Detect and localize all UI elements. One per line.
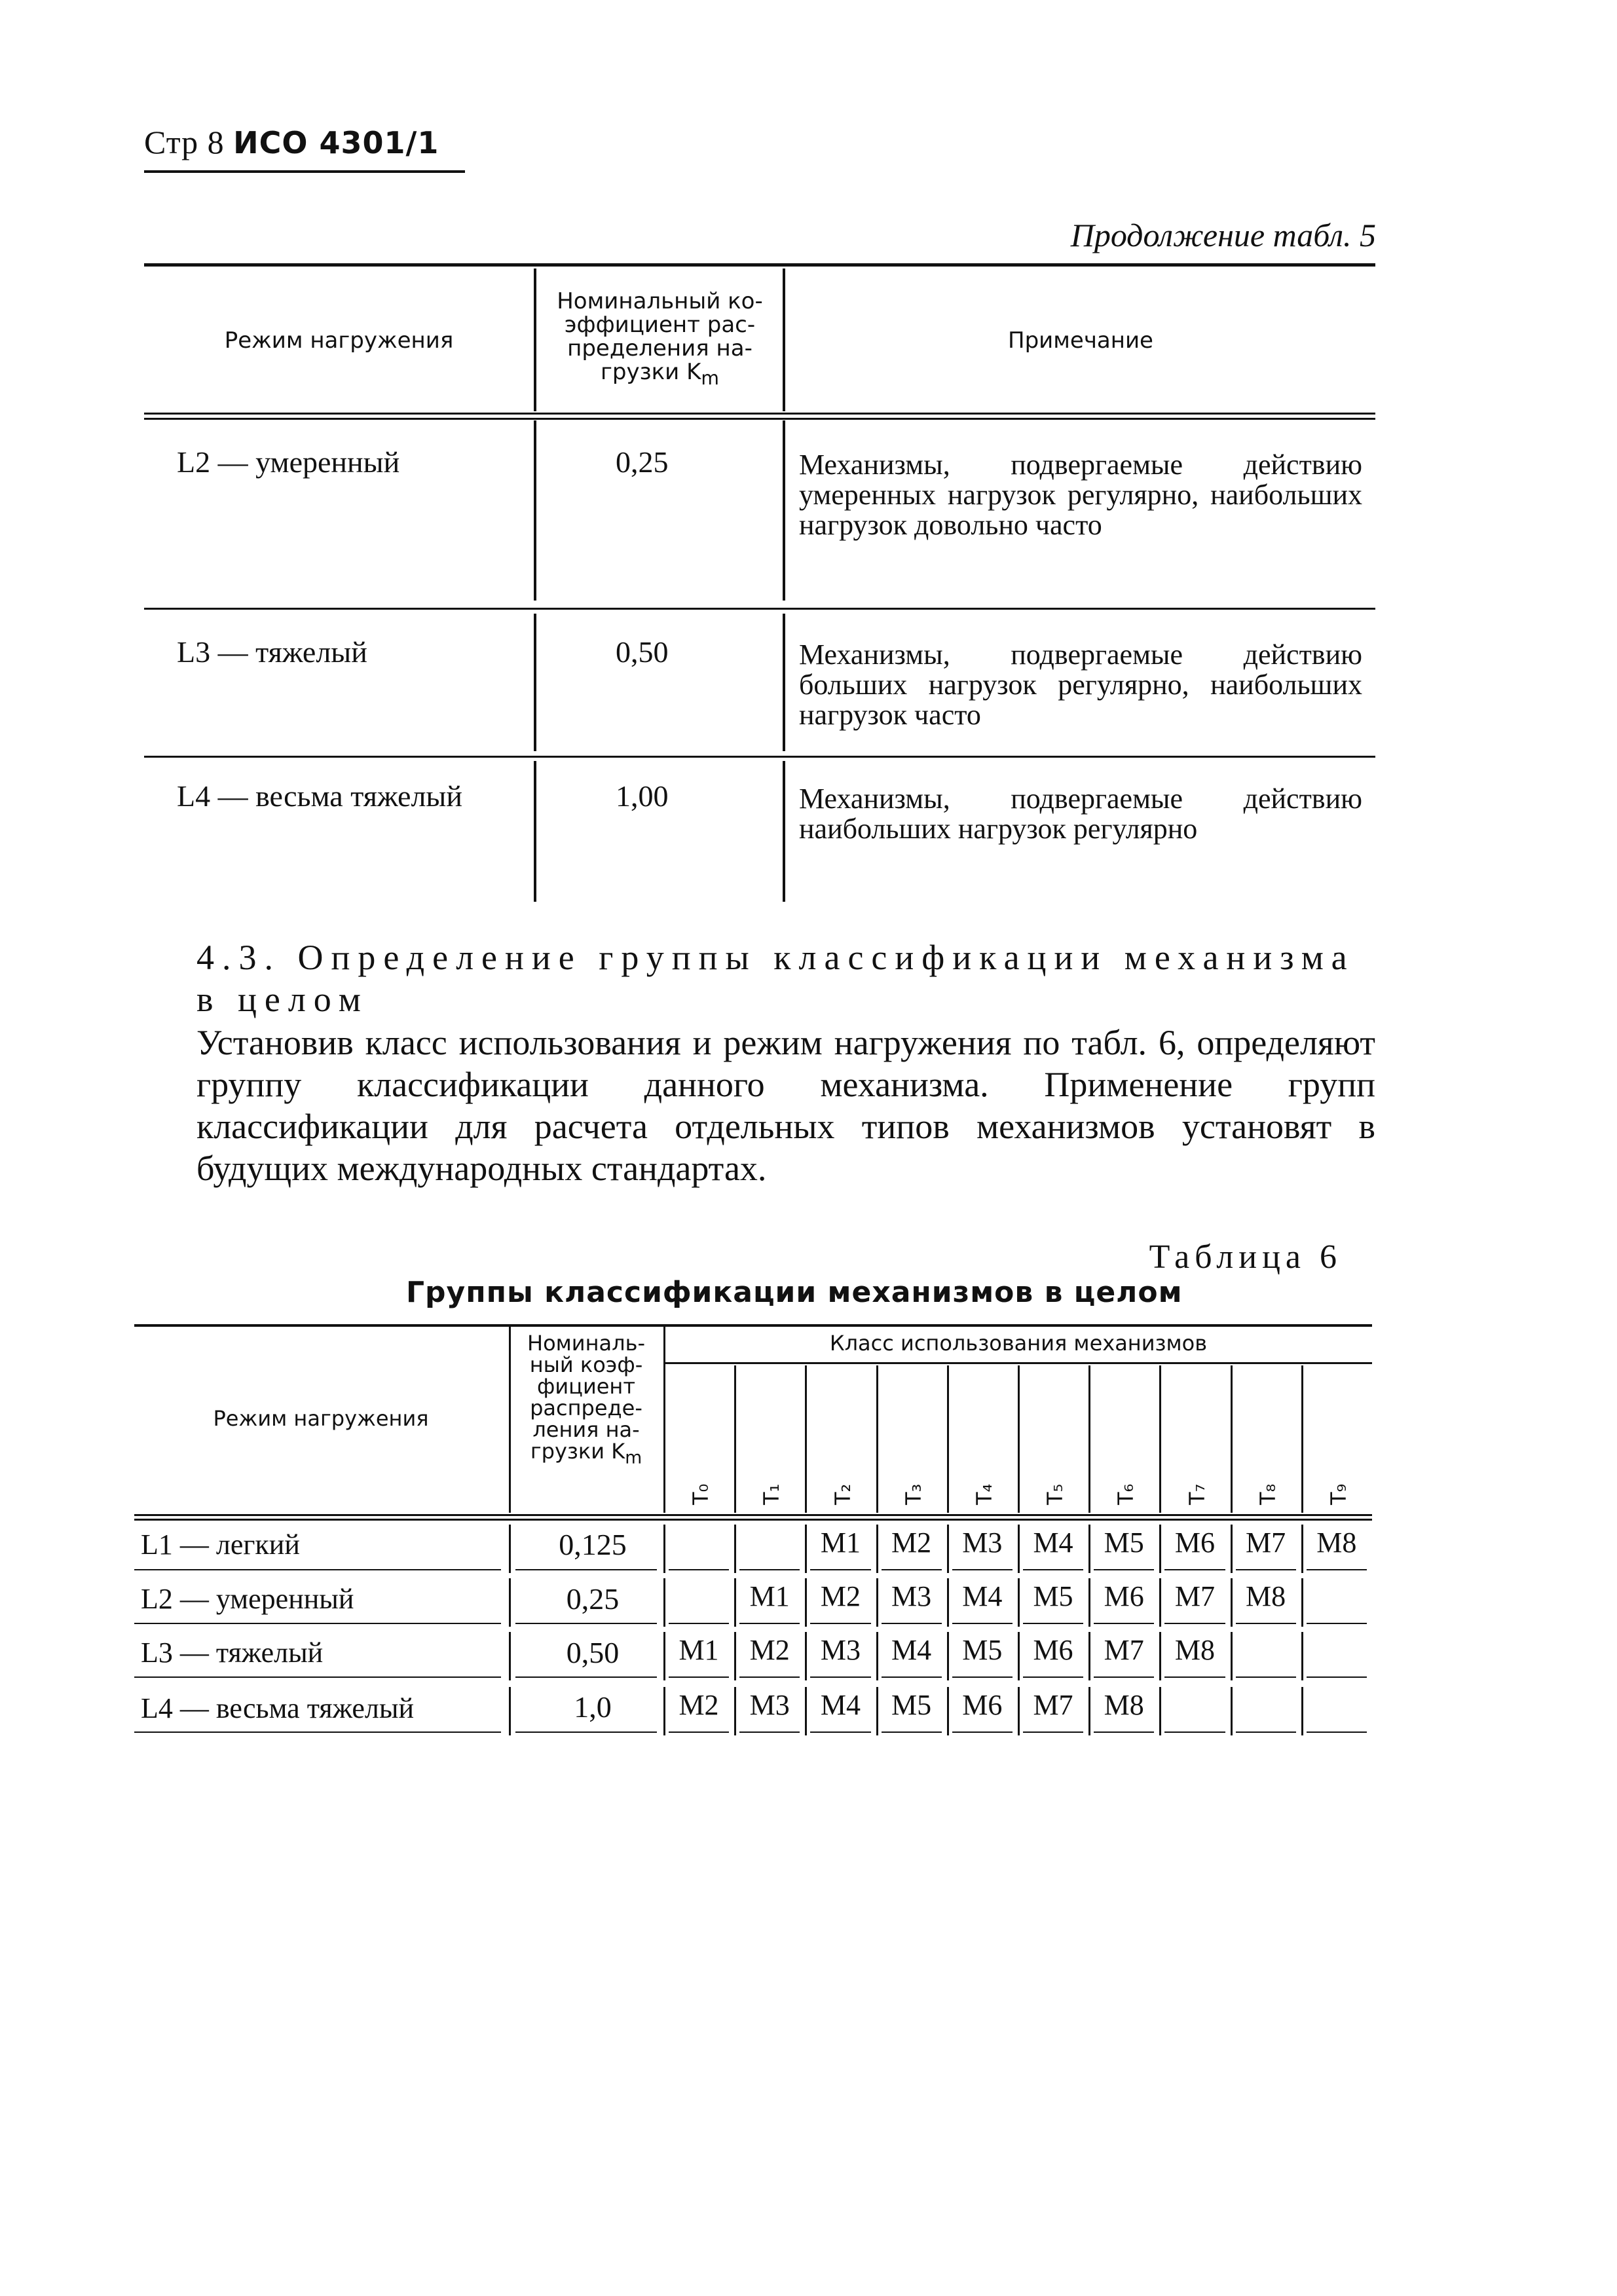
row-underline: [1236, 1569, 1296, 1570]
column-divider: [947, 1365, 949, 1513]
column-divider: [1159, 1365, 1161, 1513]
row-note: Механизмы, подвергаемые действию умеренных нагрузок регулярно, наибольших нагрузок довольно часто: [799, 449, 1362, 541]
class-cell: M7: [1246, 1527, 1286, 1559]
class-cell: M5: [891, 1689, 932, 1721]
row-underline: [1023, 1731, 1083, 1733]
column-divider: [1231, 1365, 1233, 1513]
header-class-6: T₆: [1113, 1483, 1139, 1505]
class-cell: M3: [820, 1634, 861, 1666]
header-rule: [144, 170, 465, 173]
header-km: [511, 1333, 661, 1468]
class-cell: M2: [678, 1689, 719, 1721]
row-underline: [1164, 1676, 1225, 1678]
row-km: 0,25: [566, 1582, 620, 1616]
row-underline: [1094, 1731, 1154, 1733]
row-mode: L1 — легкий: [141, 1528, 300, 1561]
header-class-8: T₈: [1255, 1483, 1280, 1505]
column-divider: [1301, 1687, 1303, 1735]
class-cell: M3: [962, 1527, 1003, 1559]
column-divider: [509, 1578, 511, 1627]
row-note: Механизмы, подвергаемые действию больших нагрузок регулярно, наибольших нагрузок часто: [799, 639, 1362, 731]
row-underline: [739, 1676, 800, 1678]
column-divider: [509, 1525, 511, 1573]
header-mode: Режим нагружения: [224, 327, 454, 354]
row-mode: L3 — тяжелый: [177, 635, 367, 669]
column-divider: [1088, 1365, 1090, 1513]
row-km: 0,50: [616, 635, 669, 669]
row-underline: [515, 1676, 657, 1678]
column-divider: [534, 614, 536, 751]
row-mode: L2 — умеренный: [141, 1583, 354, 1615]
table-6: [134, 1316, 1372, 1775]
header-km-line: Номинальный ко-: [557, 288, 763, 314]
row-underline: [669, 1569, 729, 1570]
header-km-line: [511, 1441, 661, 1468]
class-cell: M6: [1033, 1634, 1073, 1666]
table-top-rule: [134, 1324, 1372, 1327]
row-underline: [1164, 1569, 1225, 1570]
row-underline: [1023, 1676, 1083, 1678]
class-cell: M3: [891, 1580, 932, 1612]
row-underline: [1094, 1676, 1154, 1678]
row-mode: L4 — весьма тяжелый: [141, 1692, 414, 1724]
column-divider: [1159, 1687, 1161, 1735]
row-underline: [739, 1623, 800, 1624]
class-cell: M2: [749, 1634, 790, 1666]
row-underline: [739, 1569, 800, 1570]
column-divider: [783, 761, 785, 902]
row-underline: [952, 1676, 1013, 1678]
document-code: ИСО 4301/1: [233, 125, 439, 160]
row-km: 1,00: [616, 779, 669, 813]
header-km: [537, 289, 783, 390]
row-underline: [952, 1731, 1013, 1733]
row-underline: [1307, 1569, 1367, 1570]
class-cell: M4: [820, 1689, 861, 1721]
class-cell: M6: [962, 1689, 1003, 1721]
row-rule: [144, 756, 1375, 758]
class-cell: M1: [820, 1527, 861, 1559]
row-underline: [1307, 1731, 1367, 1733]
row-underline: [810, 1731, 870, 1733]
header-km-line: фициент: [537, 1374, 635, 1399]
row-underline: [1023, 1569, 1083, 1570]
column-divider: [734, 1365, 736, 1513]
class-cell: M4: [1033, 1527, 1073, 1559]
row-underline: [1236, 1731, 1296, 1733]
column-divider: [783, 420, 785, 601]
row-rule: [144, 608, 1375, 610]
row-underline: [515, 1623, 657, 1624]
class-cell: M5: [1104, 1527, 1144, 1559]
page-header: [144, 123, 439, 161]
column-divider: [1301, 1578, 1303, 1627]
row-underline: [1094, 1623, 1154, 1624]
row-km: 1,0: [574, 1690, 612, 1724]
header-class-3: T₃: [901, 1483, 926, 1505]
class-cell: M6: [1104, 1580, 1144, 1612]
column-divider: [509, 1687, 511, 1735]
header-km-line: распреде-: [530, 1396, 642, 1420]
column-divider: [509, 1327, 511, 1513]
header-mode: Режим нагружения: [213, 1406, 429, 1431]
table-top-rule: [144, 263, 1375, 267]
class-cell: M5: [1033, 1580, 1073, 1612]
row-underline: [134, 1731, 501, 1733]
column-divider: [1301, 1365, 1303, 1513]
header-km-line: пределения на-: [567, 335, 753, 361]
class-cell: M4: [962, 1580, 1003, 1612]
header-class-0: T₀: [688, 1483, 714, 1505]
section-body: [196, 1022, 1375, 1189]
row-underline: [1164, 1623, 1225, 1624]
table-6-title: Группы классификации механизмов в целом: [406, 1276, 1183, 1309]
row-underline: [669, 1676, 729, 1678]
row-underline: [1164, 1731, 1225, 1733]
section-heading: 4.3. Определение группы классификации механизма в целом: [196, 938, 1355, 1019]
row-mode: L4 — весьма тяжелый: [177, 779, 462, 813]
class-cell: M4: [891, 1634, 932, 1666]
table-6-label: Таблица 6: [1149, 1238, 1342, 1276]
header-km-line: ления на-: [532, 1417, 640, 1442]
row-underline: [882, 1731, 942, 1733]
row-km: 0,25: [616, 445, 669, 479]
header-sub-rule: [663, 1362, 1372, 1364]
column-divider: [783, 614, 785, 751]
header-class-5: T₅: [1043, 1483, 1068, 1505]
row-note: Механизмы, подвергаемые действию наибольших нагрузок регулярно: [799, 783, 1362, 845]
column-divider: [663, 1525, 665, 1573]
row-underline: [952, 1623, 1013, 1624]
column-divider: [663, 1578, 665, 1627]
row-underline: [669, 1731, 729, 1733]
column-divider: [734, 1525, 736, 1573]
row-underline: [810, 1569, 870, 1570]
row-underline: [515, 1569, 657, 1570]
column-divider: [534, 420, 536, 601]
header-class-7: T₇: [1184, 1483, 1210, 1505]
header-km-line: Номиналь-: [527, 1331, 645, 1356]
section-paragraph: Установив класс использования и режим нагружения по табл. 6, определяют группу классификации данного механизма. Применение групп классификации для расчета отдельных типов механизмов установят в будущих международных стандартах.: [196, 1023, 1375, 1188]
row-underline: [810, 1623, 870, 1624]
row-underline: [1023, 1623, 1083, 1624]
column-divider: [1018, 1365, 1020, 1513]
header-note: Примечание: [1008, 327, 1153, 354]
class-cell: M8: [1104, 1689, 1144, 1721]
row-km: 0,50: [566, 1636, 620, 1669]
row-underline: [882, 1676, 942, 1678]
header-km-text: грузки K: [601, 359, 701, 385]
row-underline: [134, 1569, 501, 1570]
row-underline: [1236, 1676, 1296, 1678]
header-km-line: эффициент рас-: [564, 312, 756, 338]
column-divider: [783, 268, 785, 411]
header-km-sub: m: [701, 367, 719, 389]
header-km-line: [537, 360, 783, 390]
row-underline: [134, 1623, 501, 1624]
column-divider: [509, 1632, 511, 1680]
header-rule: [134, 1514, 1372, 1516]
row-underline: [1307, 1676, 1367, 1678]
header-rule: [134, 1519, 1372, 1521]
row-underline: [669, 1623, 729, 1624]
page-number: Стр 8: [144, 124, 225, 160]
row-mode: L2 — умеренный: [177, 445, 400, 479]
row-underline: [1094, 1569, 1154, 1570]
row-underline: [1307, 1623, 1367, 1624]
class-cell: M1: [749, 1580, 790, 1612]
row-underline: [1236, 1623, 1296, 1624]
row-underline: [810, 1676, 870, 1678]
column-divider: [534, 761, 536, 902]
column-divider: [1231, 1687, 1233, 1735]
column-divider: [876, 1365, 878, 1513]
class-cell: M7: [1104, 1634, 1144, 1666]
class-cell: M3: [749, 1689, 790, 1721]
header-km-sub: m: [625, 1447, 642, 1468]
header-rule: [144, 413, 1375, 415]
class-cell: M1: [678, 1634, 719, 1666]
row-km: 0,125: [559, 1528, 627, 1561]
class-cell: M8: [1174, 1634, 1215, 1666]
header-km-text: грузки K: [530, 1439, 625, 1464]
column-divider: [534, 268, 536, 411]
header-class-4: T₄: [971, 1483, 997, 1505]
class-cell: M8: [1246, 1580, 1286, 1612]
header-class: Класс использования механизмов: [829, 1331, 1208, 1356]
class-cell: M2: [820, 1580, 861, 1612]
row-underline: [882, 1569, 942, 1570]
class-cell: M5: [962, 1634, 1003, 1666]
class-cell: M7: [1033, 1689, 1073, 1721]
class-cell: M2: [891, 1527, 932, 1559]
header-class-2: T₂: [830, 1483, 855, 1505]
row-underline: [739, 1731, 800, 1733]
row-underline: [515, 1731, 657, 1733]
class-cell: M6: [1174, 1527, 1215, 1559]
row-mode: L3 — тяжелый: [141, 1637, 324, 1669]
column-divider: [805, 1365, 807, 1513]
header-km-line: ный коэф-: [529, 1352, 643, 1377]
table-continuation-label: Продолжение табл. 5: [1070, 217, 1376, 253]
class-cell: M8: [1316, 1527, 1357, 1559]
column-divider: [1231, 1632, 1233, 1680]
header-rule: [144, 418, 1375, 420]
class-cell: M7: [1174, 1580, 1215, 1612]
header-class-9: T₉: [1326, 1483, 1351, 1505]
header-class-1: T₁: [759, 1483, 785, 1505]
column-divider: [1301, 1632, 1303, 1680]
column-divider: [663, 1327, 665, 1513]
row-underline: [882, 1623, 942, 1624]
row-underline: [952, 1569, 1013, 1570]
row-underline: [134, 1676, 501, 1678]
